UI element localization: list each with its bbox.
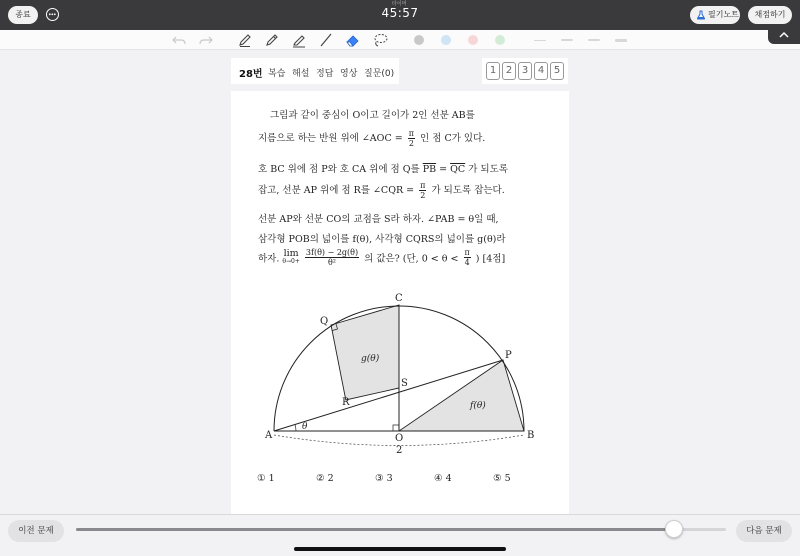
tab-solution[interactable]: 해설	[292, 69, 310, 79]
note-button[interactable]	[690, 6, 740, 24]
arc-pb: $\overline{PB}$	[422, 164, 437, 175]
color-gray-swatch[interactable]	[414, 35, 424, 45]
problem-line-7	[258, 248, 505, 267]
timer-hint: 타이머	[392, 1, 407, 7]
text: 가 되도록	[468, 164, 508, 175]
flask-icon	[696, 10, 706, 20]
problem-tabs	[231, 58, 399, 84]
choice-value: 3	[386, 473, 393, 484]
undo-icon[interactable]	[171, 32, 187, 48]
answer-option-2[interactable]: 2	[502, 62, 516, 80]
numerator: π	[464, 248, 470, 257]
equals: =	[439, 164, 448, 175]
text: 호 BC 위에 점 P와 호 CA 위에 점 Q를	[258, 164, 420, 175]
stroke-width-2[interactable]	[561, 39, 573, 41]
redo-icon[interactable]	[198, 32, 214, 48]
geometry-figure	[260, 288, 550, 458]
numerator: π	[420, 181, 426, 190]
label-r: R	[342, 397, 350, 408]
label-theta: θ	[302, 422, 308, 432]
text: 잡고, 선분 AP 위에 점 R를 ∠CQR =	[258, 185, 415, 196]
choice-3[interactable]	[375, 473, 393, 484]
label-p: P	[505, 350, 512, 361]
answer-option-3[interactable]: 3	[518, 62, 532, 80]
color-blue-swatch[interactable]	[441, 35, 451, 45]
arc-qc: $\overline{QC}$	[450, 164, 466, 175]
collapse-toolbar-button[interactable]	[768, 24, 800, 44]
label-o: O	[395, 433, 404, 444]
answer-option-5[interactable]: 5	[550, 62, 564, 80]
right-angle-o	[393, 425, 399, 431]
problem-line-2	[258, 129, 485, 148]
top-bar	[0, 0, 800, 30]
fraction-pi-over-4	[464, 248, 471, 267]
denominator: θ²	[327, 258, 337, 267]
drawing-toolbar	[0, 30, 800, 50]
choice-mark: ③	[375, 473, 384, 484]
answer-option-4[interactable]: 4	[534, 62, 548, 80]
choice-mark: ①	[257, 473, 266, 484]
text: 의 값은? (단, 0 < θ <	[364, 253, 459, 265]
region-f	[399, 360, 524, 431]
label-s: S	[401, 378, 408, 389]
highlighter-icon[interactable]	[291, 32, 307, 48]
answer-option-1[interactable]: 1	[486, 62, 500, 80]
label-a: A	[265, 430, 273, 441]
tab-review[interactable]: 복습	[268, 69, 286, 79]
stroke-width-4[interactable]	[615, 39, 627, 42]
color-pink-swatch[interactable]	[468, 35, 478, 45]
tab-question[interactable]: 질문(0)	[364, 69, 395, 79]
choice-5[interactable]	[493, 473, 511, 484]
choice-4[interactable]	[434, 473, 452, 484]
denominator: 4	[464, 258, 470, 267]
choice-value: 5	[504, 473, 511, 484]
limit-operator	[282, 247, 300, 266]
eraser-icon[interactable]	[345, 32, 361, 48]
tab-video[interactable]: 영상	[340, 69, 358, 79]
numerator: π	[408, 129, 415, 138]
tab-answer[interactable]: 정답	[316, 69, 334, 79]
next-problem-button[interactable]: 다음 문제	[736, 520, 792, 542]
color-green-swatch[interactable]	[495, 35, 505, 45]
label-g: g(θ)	[361, 354, 380, 364]
text: 하자.	[258, 253, 280, 265]
choice-1[interactable]	[257, 473, 275, 484]
prev-problem-button[interactable]: 이전 문제	[8, 520, 64, 542]
lim-sub: θ→0+	[282, 257, 300, 265]
line-icon[interactable]	[318, 32, 334, 48]
numerator: 3f(θ) − 2g(θ)	[305, 248, 359, 257]
label-f: f(θ)	[470, 401, 486, 411]
choice-mark: ⑤	[493, 473, 502, 484]
region-g	[331, 305, 399, 400]
quit-button[interactable]: 종료	[8, 6, 38, 24]
denominator: 2	[420, 191, 426, 200]
text: 인 점 C가 있다.	[420, 133, 486, 144]
lim: lim	[283, 247, 299, 259]
chevron-up-icon	[768, 24, 800, 44]
timer: 45:57	[381, 6, 419, 20]
pencil-icon[interactable]	[264, 32, 280, 48]
label-b: B	[527, 430, 535, 441]
problem-line-5: 선분 AP와 선분 CO의 교점을 S라 하자. ∠PAB = θ일 때,	[258, 214, 499, 225]
problem-line-4	[258, 181, 505, 200]
denominator: 2	[408, 139, 414, 148]
text: 가 되도록 잡는다.	[431, 185, 505, 196]
problem-line-6: 삼각형 POB의 넓이를 f(θ), 사각형 CQRS의 넓이를 g(θ)라	[258, 234, 506, 245]
grade-button[interactable]: 채점하기	[748, 6, 792, 24]
stroke-width-1[interactable]	[534, 40, 546, 41]
text: 지름으로 하는 반원 위에 ∠AOC =	[258, 133, 403, 144]
choice-value: 1	[268, 473, 275, 484]
slider-thumb[interactable]	[665, 520, 683, 538]
answer-number-selector	[482, 58, 568, 84]
problem-progress-slider[interactable]	[76, 528, 726, 531]
ellipsis-circle-icon[interactable]	[46, 8, 59, 21]
label-c: C	[395, 293, 403, 304]
choice-value: 2	[327, 473, 334, 484]
text: ) [4점]	[475, 253, 506, 265]
problem-line-3	[258, 161, 508, 175]
limit-fraction	[305, 248, 359, 267]
lasso-icon[interactable]	[372, 32, 388, 48]
home-indicator	[294, 547, 506, 551]
problem-number: 28번	[239, 69, 263, 80]
choice-value: 4	[445, 473, 452, 484]
angle-theta-arc	[295, 425, 296, 432]
note-label: 필기노트	[708, 10, 739, 19]
fraction-pi-over-2	[419, 181, 426, 200]
choice-mark: ②	[316, 473, 325, 484]
label-diameter: 2	[396, 445, 403, 456]
stroke-width-3[interactable]	[588, 39, 600, 41]
pen-icon[interactable]	[237, 32, 253, 48]
bottom-bar	[0, 514, 800, 556]
slider-fill	[76, 528, 674, 531]
problem-line-1: 그림과 같이 중심이 O이고 길이가 2인 선분 AB를	[270, 110, 475, 121]
fraction-pi-over-2	[408, 129, 415, 148]
label-q: Q	[320, 316, 329, 327]
choice-mark: ④	[434, 473, 443, 484]
choice-2[interactable]	[316, 473, 334, 484]
